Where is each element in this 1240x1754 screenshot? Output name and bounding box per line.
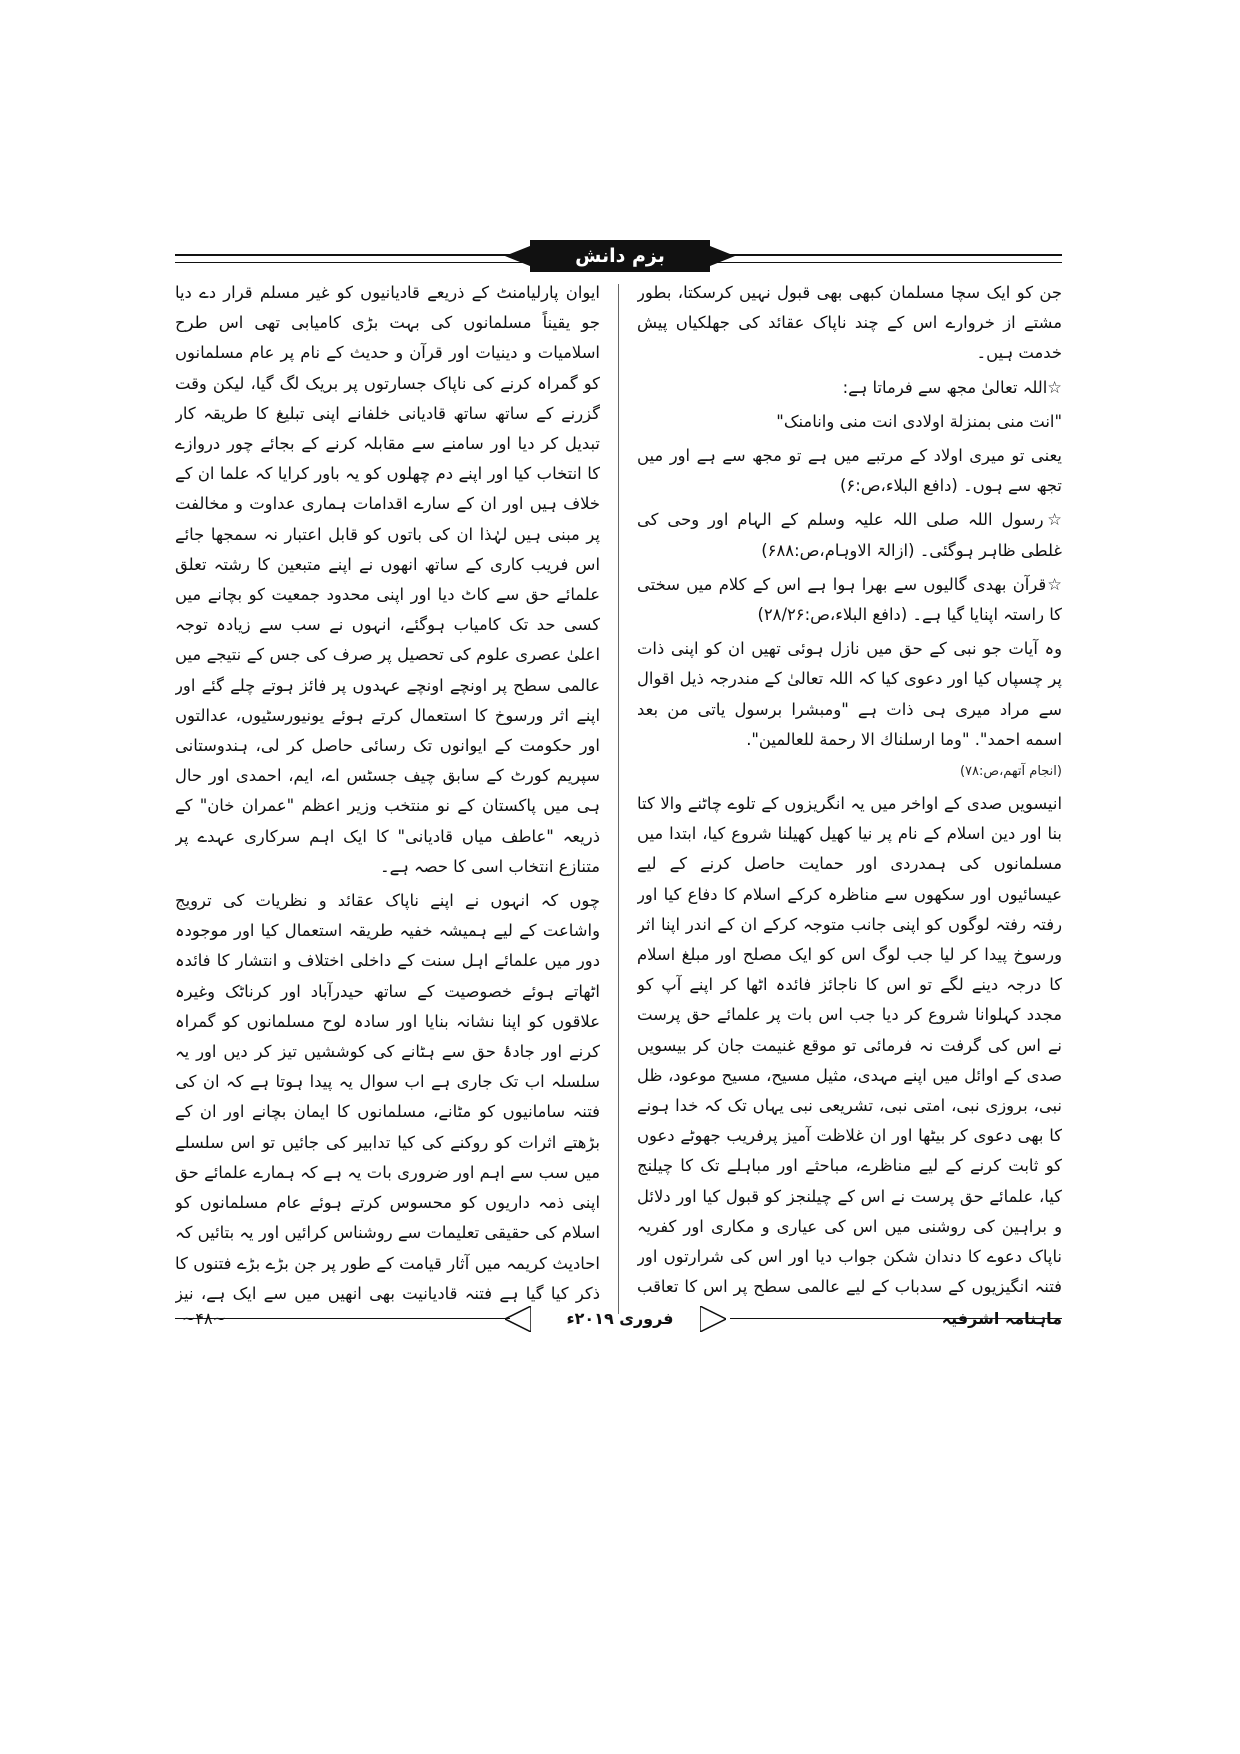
section-title: بزم دانش — [530, 240, 710, 272]
page-number: ~۴۸~ — [182, 1309, 226, 1328]
header-rule-left-thin — [175, 262, 530, 263]
issue-date: فروری ۲۰۱۹ء — [566, 1309, 674, 1328]
left-column — [175, 278, 600, 1308]
header-rule-left — [175, 254, 530, 256]
paragraph: چوں کہ انہوں نے اپنے ناپاک عقائد و نظریات کی ترویج واشاعت کے لیے ہمیشہ خفیہ طریقہ استعمال کیا اور موجودہ دور میں علمائے اہل سنت کے داخلی اختلاف و انتشار کا فائدہ اٹھاتے ہوئے خصوصیت کے ساتھ حیدرآباد اور کرناٹک وغیرہ علاقوں کو اپنا نشانہ بنایا اور سادہ لوح مسلمانوں کو گمراہ کرنے اور جادۂ حق سے ہٹانے کی کوششیں تیز کر دیں اور یہ سلسلہ اب تک جاری ہے اب سوال یہ پیدا ہوتا ہے کہ ان کی فتنہ سامانیوں کو مٹانے، مسلمانوں کا ایمان بچانے اور ان کے بڑھتے اثرات کو روکنے کی کیا تدابیر کی جائیں تو اس سلسلے میں سب سے اہم اور ضروری بات یہ ہے کہ ہمارے علمائے حق اپنی ذمہ داریوں کو محسوس کرتے ہوئے عام مسلمانوں کو اسلام کی حقیقی تعلیمات سے روشناس کرائیں اور یہ بتائیں کہ احادیث کریمہ میں آثار قیامت کے طور پر جن بڑے بڑے فتنوں کا ذکر کیا گیا ہے فتنہ قادیانیت بھی انھیں میں سے ایک ہے، نیز — [175, 891, 600, 1303]
footer-ornament-right — [700, 1306, 726, 1332]
paragraph: ☆قرآن بھدی گالیوں سے بھرا ہوا ہے اس کے کلام میں سختی کا راستہ اپنایا گیا ہے۔ (دافع البلاء،ص:۲۸/۲۶) — [637, 574, 1062, 625]
citation: (انجام آتھم،ص:۷۸) — [959, 764, 1062, 780]
header-rule-right — [710, 254, 1062, 256]
arabic-quote: "انت منی بمنزلة اولادی انت منی وانامنک" — [776, 411, 1062, 431]
paragraph: ☆اللہ تعالیٰ مجھ سے فرماتا ہے: — [842, 377, 1062, 397]
right-column — [637, 278, 1062, 1308]
paragraph: ایوان پارلیامنٹ کے ذریعے قادیانیوں کو غیر مسلم قرار دے دیا جو یقیناً مسلمانوں کی بہت بڑی کامیابی تھی اس طرح اسلامیات و دینیات اور قرآن و حدیث کے نام پر عام مسلمانوں کو گمراہ کرنے کی ناپاک جسارتوں پر بریک لگ گیا، لیکن وقت گزرنے کے ساتھ ساتھ قادیانی خلفانے اپنی تبلیغ کا طریقہ کار تبدیل کر دیا اور سامنے سے مقابلہ کرنے کے بجائے چور دروازے کا انتخاب کیا اور اپنے دم چھلوں کو یہ باور کرایا کہ علما ان کے خلاف ہیں اور ان کے سارے اقدامات ہماری عداوت و مخالفت پر مبنی ہیں لہٰذا ان کی باتوں کو قابل اعتبار نہ سمجھا جائے اس فریب کاری کے ساتھ انھوں نے اپنے متبعین کا رشتہ تعلق علمائے حق سے کاٹ دیا اور اپنی محدود جمعیت کو بچانے میں کسی حد تک کامیاب ہوگئے، انہوں نے سب سے زیادہ توجہ اعلیٰ عصری علوم کی تحصیل پر صرف کی جس کے نتیجے میں عالمی سطح پر اونچے اونچے عہدوں پر فائز ہوتے چلے گئے اور اپنے اثر ورسوخ کا استعمال کرتے ہوئے یونیورسٹیوں، عدالتوں اور حکومت کے ایوانوں تک رسائی حاصل کر لی، ہندوستانی سپریم کورٹ کے سابق چیف جسٹس اے، ایم، احمدی اور حال ہی میں پاکستان کے نو منتخب وزیر اعظم "عمران خان" کے ذریعہ "عاطف میاں قادیانی" کا ایک اہم سرکاری عہدے پر متنازع انتخاب اسی کا حصہ ہے۔ — [175, 283, 600, 876]
paragraph: ☆رسول اللہ صلی اللہ علیہ وسلم کے الہام اور وحی کی غلطی ظاہر ہوگئی۔ (ازالۃ الاوہام،ص:۶۸۸) — [637, 510, 1062, 560]
paragraph: انیسویں صدی کے اواخر میں یہ انگریزوں کے تلوے چاٹنے والا کتا بنا اور دین اسلام کے نام پر نیا کھیل کھیلنا شروع کیا، ابتدا میں مسلمانوں کی ہمدردی اور حمایت حاصل کرنے کے لیے عیسائیوں اور سکھوں سے مناظرہ کرکے اسلام کا دفاع کیا اور رفتہ رفتہ لوگوں کو اپنی جانب متوجہ کرکے ان کے اندر اپنا اثر ورسوخ پیدا کر لیا جب لوگ اس کو ایک مصلح اور مبلغ اسلام کا درجہ دینے لگے تو اس کا ناجائز فائدہ اٹھا کر اپنے آپ کو مجدد کہلوانا شروع کر دیا جب اس بات پر علمائے حق پرست نے اس کی گرفت نہ فرمائی تو موقع غنیمت جان کر بیسویں صدی کے اوائل میں اپنے مہدی، مثیل مسیح، مسیح موعود، ظل نبی، بروزی نبی، امتی نبی، تشریعی نبی یہاں تک کہ خدا ہونے کا بھی دعوی کر بیٹھا اور ان غلاظت آمیز پرفریب جھوٹے دعوں کو ثابت کرنے کے لیے مناظرے، مباحثے اور مباہلے تک کا چیلنج کیا، علمائے حق پرست نے اس کے چیلنجز کو قبول کیا اور دلائل و براہین کی روشنی میں اس کی عیاری و مکاری اور کفریہ ناپاک دعوے کا دندان شکن جواب دیا اور اس کی شرارتوں اور فتنہ انگیزیوں کے سدباب کے لیے عالمی سطح پر اس کا تعاقب — [637, 794, 1062, 1297]
paragraph: جن کو ایک سچا مسلمان کبھی بھی قبول نہیں کرسکتا، بطور مشتے از خروارے اس کے چند ناپاک عقائد کی جھلکیاں پیش خدمت ہیں۔ — [637, 283, 1062, 363]
paragraph: وہ آیات جو نبی کے حق میں نازل ہوئی تھیں ان کو اپنی ذات پر چسپاں کیا اور دعوی کیا کہ اللہ تعالیٰ کے مندرجہ ذیل اقوال سے مراد میری ہی ذات ہے "ومبشرا برسول یاتی من بعد اسمه احمد". "وما ارسلناك الا رحمة للعالمين". — [637, 639, 1062, 749]
header-rule-right-thin — [710, 262, 1062, 263]
paragraph: یعنی تو میری اولاد کے مرتبے میں ہے تو مجھ سے ہے اور میں تجھ سے ہوں۔ (دافع البلاء،ص:۶) — [637, 446, 1062, 496]
column-divider — [618, 284, 619, 1314]
magazine-name: ماہنامہ اشرفیہ — [941, 1309, 1062, 1328]
footer-ornament-left — [505, 1306, 531, 1332]
